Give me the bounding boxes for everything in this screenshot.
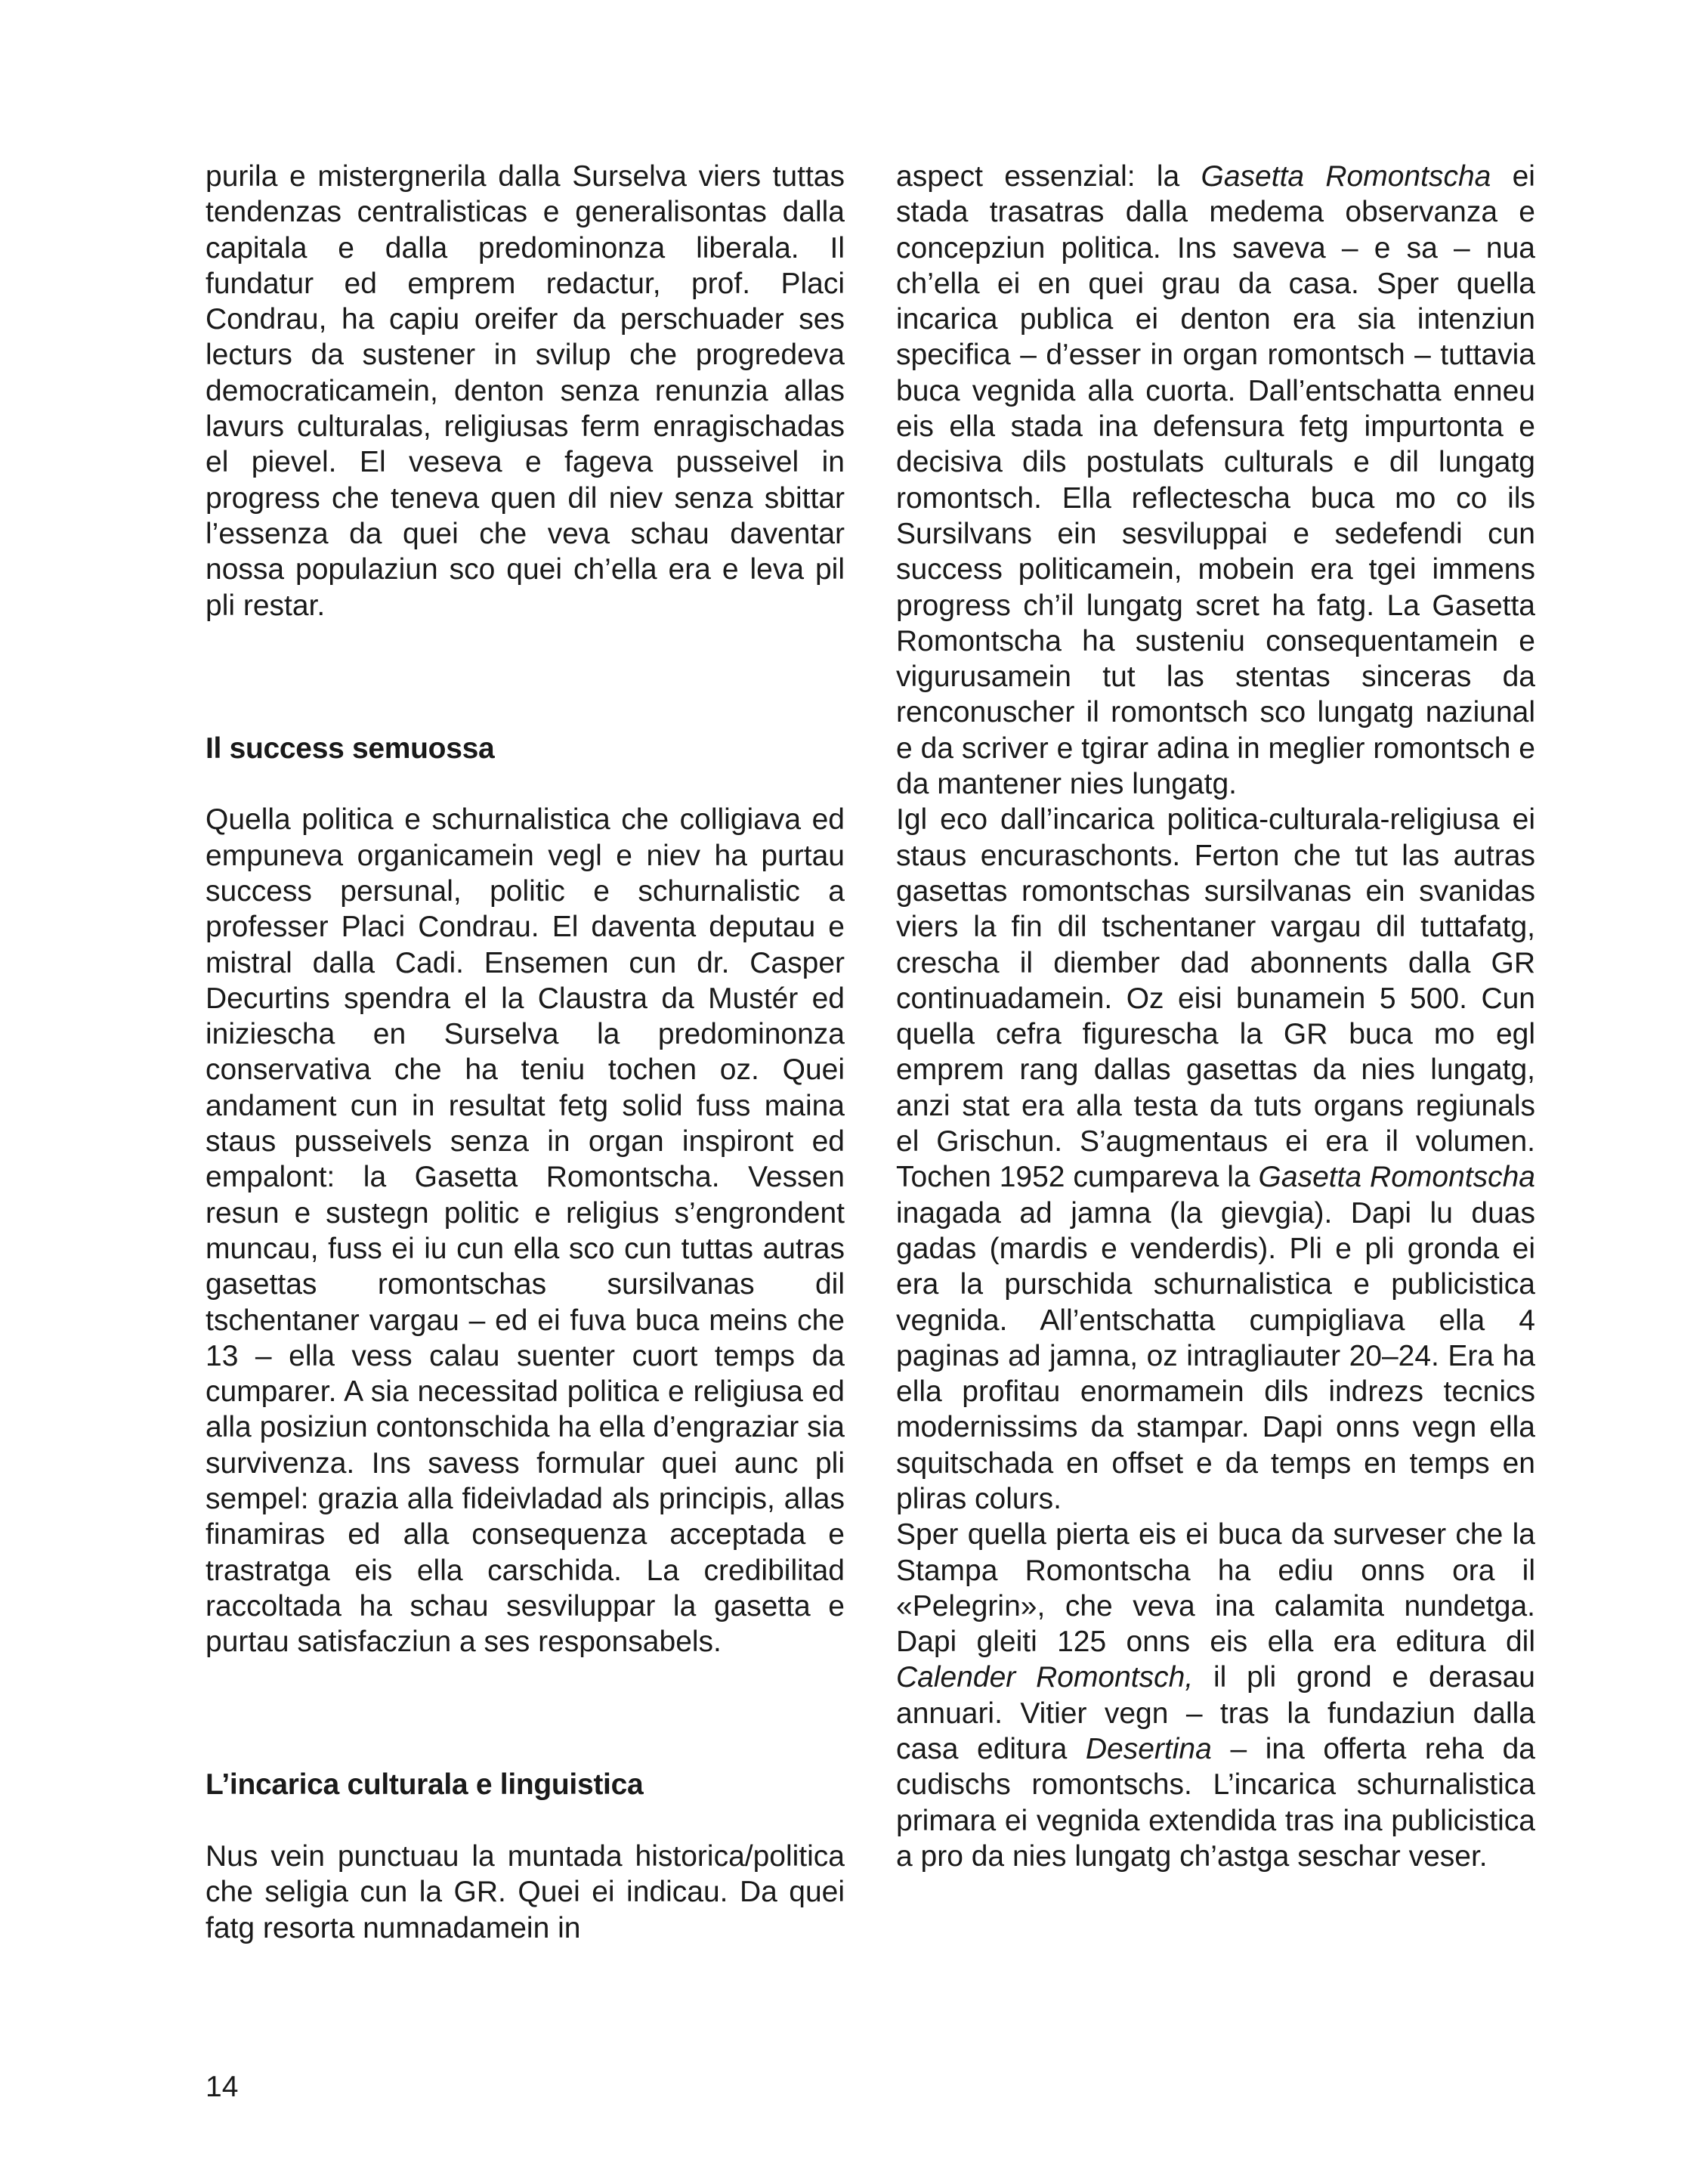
text-run: Igl eco dall’incarica politica-culturala-religiusa ei staus encuraschonts. Ferton che tut las autras gasettas romontschas sursilvanas ein svanidas viers la fin dil tschentaner vargau dil tuttafatg, crescha il diember dad abonnents dalla GR continuadamein. Oz eisi bunamein 5 500. Cun quella cefra figurescha la GR buca mo egl emprem rang dallas gasettas da nies lungatg, anzi stat era alla testa da tuts organs regiunals el Grischun. S’augmentaus ei era il volumen. Tochen 1952 cumpareva la [896, 803, 1535, 1194]
section-heading: Il success semuossa [206, 732, 495, 765]
paragraph [896, 1517, 1535, 1874]
section-heading: L’incarica culturala e linguistica [206, 1768, 644, 1802]
text-run: il pli grond e derasau annuari. Vitier vegn – tras la fundaziun dalla casa editura [896, 1661, 1535, 1766]
text-run: ei stada trasatras dalla medema observanza e concepziun politica. Ins saveva – e sa – nua ch’ella ei en quei grau da casa. Sper quella incarica publica ei denton era sia intenziun specifica – d’esser in organ romontsch – tuttavia buca vegnida alla cuorta. Dall’entschatta enneu eis ella stada ina defensura fetg impurtonta e decisiva dils postulats culturals e dil lungatg romontsch. Ella reflectescha buca mo co ils Sursilvans ein sesviluppai e sedefendi cun success politicamein, mobein era tgei immens progress ch’il lungatg scret ha fatg. La Gasetta Romontscha ha susteniu consequentamein e vigurusamein tut las stentas sinceras da renconuscher il romontsch sco lungatg naziunal e da scriver e tgirar adina in meglier romontsch e da mantener nies lungatg. [896, 160, 1535, 801]
italic-title: Gasetta Romontscha [1258, 1161, 1535, 1194]
text-run: Sper quella pierta eis ei buca da surveser che la Stampa Romontscha ha ediu onns ora il «Pelegrin», che veva ina calamita nundetga. Dapi gleiti 125 onns eis ella era editura dil [896, 1518, 1535, 1659]
text-run: inagada ad jamna (la gievgia). Dapi lu duas gadas (mardis e venderdis). Pli e pli gronda ei era la purschida schurnalistica e publicistica vegnida. All’entschatta cumpigliava ella 4 paginas ad jamna, oz intragliauter 20–24. Era ha ella profitau enormamein dils indrezs tecnics modernissims da stampar. Dapi onns vegn ella squitschada en offset e da temps en temps en pliras colurs. [896, 1196, 1535, 1515]
page-number: 14 [206, 2071, 239, 2103]
paragraph: Nus vein punctuau la muntada historica/politica che seligia cun la GR. Quei ei indicau. Da quei fatg resorta numnadamein in [206, 1839, 845, 1944]
text-run: – ina offerta reha da cudischs romontschs. L’incarica schurnalistica primara ei vegnida extendida tras ina publicistica a pro da nies lungatg ch’astga seschar veser. [896, 1733, 1535, 1873]
italic-title: Calender Romontsch, [896, 1661, 1194, 1694]
paragraph [896, 159, 1535, 802]
paragraph: purila e mistergnerila dalla Surselva viers tuttas tendenzas centralisticas e generalisontas dalla capitala e dalla predominonza liberala. Il fundatur ed emprem redactur, prof. Placi Condrau, ha capiu oreifer da perschuader ses lecturs da sustener in svilup che progredeva democraticamein, denton senza renunzia allas lavurs culturalas, religiusas ferm enragischadas el pievel. El veseva e fageva pusseivel in progress che teneva quen dil niev senza sbittar l’essenza da quei che veva schau daventar nossa populaziun sco quei ch’ella era e leva pil pli restar. [206, 160, 845, 622]
italic-title: Desertina [1085, 1733, 1212, 1766]
paragraph: Quella politica e schurnalistica che colligiava ed empuneva organicamein vegl e niev ha purtau success persunal, politic e schurnalistic a professer Placi Condrau. El daventa deputau e mistral dalla Cadi. Ensemen cun dr. Casper Decurtins spendra el la Claustra da Mustér ed iniziescha en Surselva la predominonza conservativa che ha teniu tochen oz. Quei andament cun in resultat fetg solid fuss maina staus pusseivels senza in organ inspiront ed empalont: la Gasetta Romontscha. Vessen resun e sustegn politic e religius s’engrondent muncau, fuss ei iu cun ella sco cun tuttas autras gasettas romontschas sursilvanas dil tschentaner vargau – ed ei fuva buca meins che 13 – ella vess calau suenter cuort temps da cumparer. A sia necessitad politica e religiusa ed alla posiziun contonschida ha ella d’engraziar sia survivenza. Ins savess formular quei aunc pli sempel: grazia alla fideivladad als principis, allas finamiras ed alla consequenza acceptada e trastratga eis ella carschida. La credibilitad raccoltada ha schau sesviluppar la gasetta e purtau satisfacziun a ses responsabels. [206, 803, 845, 1659]
italic-title: Gasetta Romontscha [1201, 160, 1491, 193]
right-column [896, 159, 1535, 1874]
left-column [206, 159, 845, 1946]
text-run: aspect essenzial: la [896, 160, 1201, 193]
paragraph [896, 802, 1535, 1517]
